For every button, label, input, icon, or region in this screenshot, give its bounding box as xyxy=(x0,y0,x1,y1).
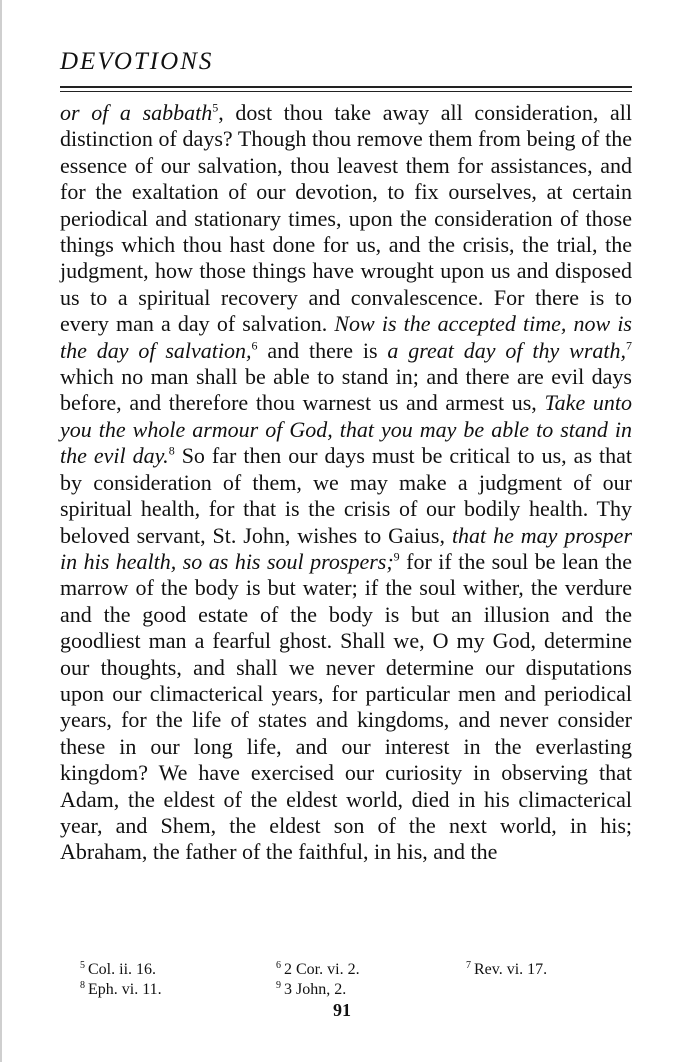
footnote-row xyxy=(80,980,620,1000)
footnote xyxy=(466,960,547,980)
text-run: for if the soul be lean the marrow of the body is but water; if the soul wither, the verdure and the good estate of the body is but an illusion and the goodliest man a fearful ghost. Shall we, O my God, determine our thoughts, and shall we never determine our disputations upon our climacterical years, for particular men and periodical years, for the life of states and kingdoms, and never consider these in our long life, and our interest in the everlasting kingdom? We have exercised our curiosity in observing that Adam, the eldest of the eldest world, died in his climacterical year, and Shem, the eldest son of the next world, in his; Abraham, the father of the faithful, in his, and the xyxy=(60,548,632,865)
footnote-mark: 7 xyxy=(466,959,471,971)
footnote-text: 2 Cor. vi. 2. xyxy=(284,961,360,978)
footnote-text: 3 John, 2. xyxy=(284,981,347,998)
footnote-ref: 7 xyxy=(626,338,632,353)
footnote xyxy=(276,980,466,1000)
italic-quotation: Take unto you the whole armour of God, that you may be able to stand in the evil day. xyxy=(60,390,633,469)
page-number: 91 xyxy=(333,1000,351,1020)
footnote-text: Eph. vi. 11. xyxy=(88,981,162,998)
italic-quotation: that he may prosper in his health, so as his soul prospers; xyxy=(60,522,633,574)
footnote-text: Rev. vi. 17. xyxy=(474,961,548,978)
paragraph xyxy=(60,100,632,866)
italic-quotation: a great day of thy wrath, xyxy=(387,337,626,363)
footnote-ref: 6 xyxy=(251,338,258,353)
running-head: DEVOTIONS xyxy=(60,48,214,75)
footnote xyxy=(276,960,466,980)
italic-quotation: Now is the accepted time, now is the day of salvation, xyxy=(60,311,632,363)
footnote-mark: 5 xyxy=(80,959,85,971)
footnote xyxy=(80,960,276,980)
footnote-mark: 9 xyxy=(276,979,281,991)
footnote-ref: 8 xyxy=(168,443,175,458)
footnotes xyxy=(80,960,620,1000)
footnote-ref: 5 xyxy=(212,100,219,115)
binding-edge xyxy=(0,0,2,1062)
footnote xyxy=(80,980,276,1000)
head-rule-thick xyxy=(60,86,632,88)
footnote-mark: 6 xyxy=(276,959,281,971)
footnote-row xyxy=(80,960,620,980)
footnote-mark: 8 xyxy=(80,979,85,991)
italic-phrase: or of a sabbath xyxy=(60,100,213,125)
head-rule-thin xyxy=(60,91,632,92)
body-text xyxy=(60,100,632,866)
text-run: So far then our days must be critical to us, as that by consideration of them, we may make a judgment of our spiritual health, for that is the crisis of our bodily health. Thy beloved servant, St. John, wishes to Gaius, xyxy=(60,443,632,548)
text-run: and there is xyxy=(257,337,388,363)
footnote-ref: 9 xyxy=(393,549,400,564)
text-run: , dost thou take away all consideration, all distinction of days? Though thou remove them from being of the essence of our salvation, thou leavest them for assistances, and for the exaltation of our devotion, to fix ourselves, at certain periodical and stationary times, upon the consideration of those things which thou hast done for us, and the crisis, the trial, the judgment, how those things have wrought upon us and disposed us to a spiritual recovery and convalescence. For there is to every man a day of salvation. xyxy=(60,100,632,337)
footnote-text: Col. ii. 16. xyxy=(88,961,157,978)
text-run: which no man shall be able to stand in; and there are evil days before, and therefore thou warnest us and armest us, xyxy=(60,364,632,416)
